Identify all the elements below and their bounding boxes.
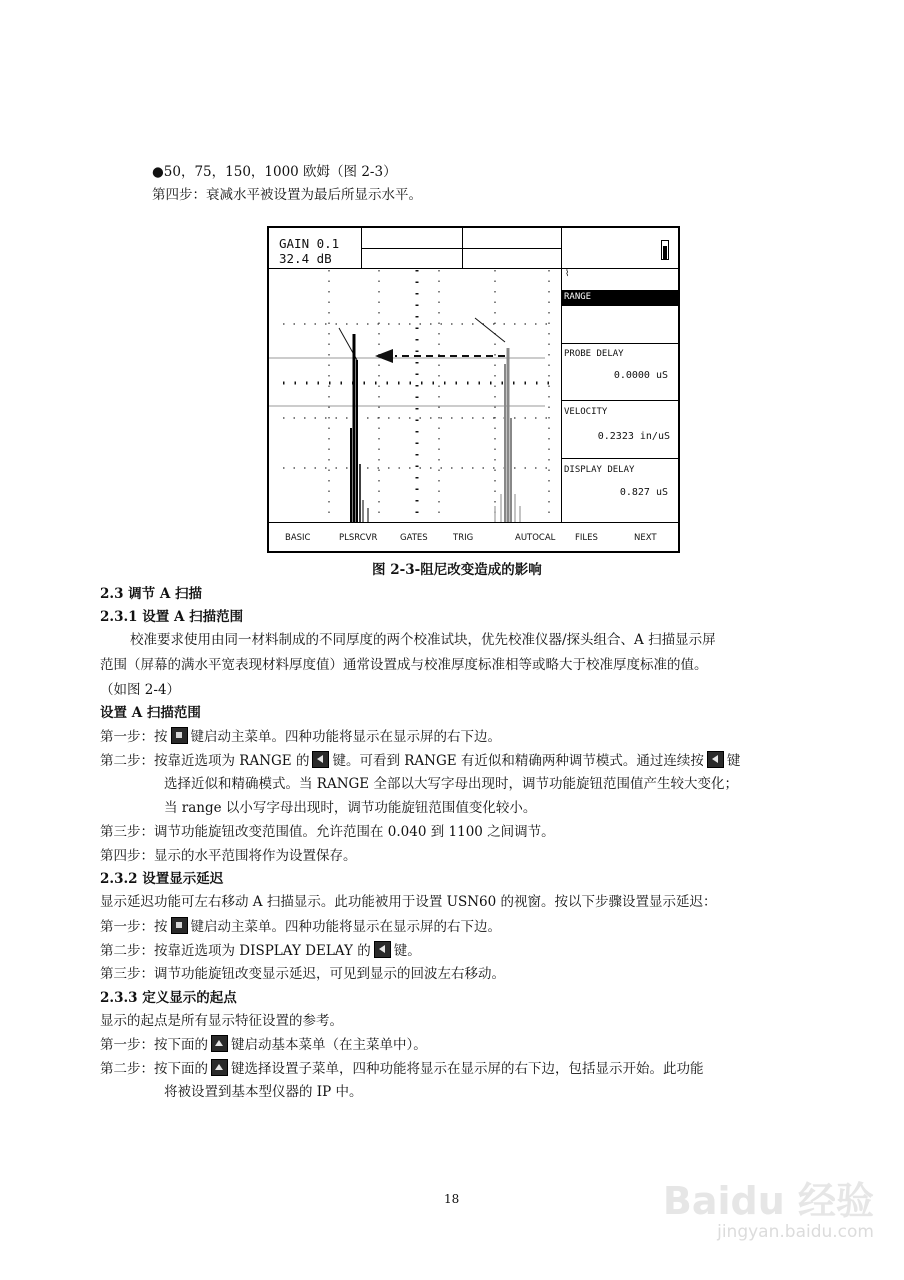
softkey-files[interactable]: FILES — [575, 533, 598, 543]
range-step2-line3: 当 range 以小写字母出现时，调节功能旋钮范围值变化较小。 — [164, 800, 537, 816]
softkey-next[interactable]: NEXT — [634, 533, 657, 543]
ascan-figure — [267, 226, 680, 553]
up-key-icon — [211, 1059, 228, 1076]
signal-icon: ⌇ — [565, 269, 570, 279]
heading-2-3-3: 2.3.3 定义显示的起点 — [100, 990, 237, 1006]
gain-db: 32.4 dB — [279, 251, 332, 266]
bullet-line: ●50，75，150，1000 欧姆（图 2-3） — [152, 164, 397, 180]
menu-velocity[interactable]: VELOCITY 0.2323 in/uS — [561, 401, 678, 459]
figure-caption: 图 2-3-阻尼改变造成的影响 — [372, 562, 542, 578]
menu-key-icon — [171, 917, 188, 934]
select-key-icon — [374, 941, 391, 958]
range-step2-line2: 选择近似和精确模式。当 RANGE 全部以大写字母出现时，调节功能旋钮范围值产生较大变化； — [164, 776, 738, 792]
delay-step3: 第三步：调节功能旋钮改变显示延迟，可见到显示的回波左右移动。 — [100, 966, 505, 982]
delay-step1: 第一步：按 键启动主菜单。四种功能将显示在显示屏的右下边。 — [100, 919, 501, 935]
menu-probe-delay[interactable]: PROBE DELAY 0.0000 uS — [561, 344, 678, 401]
select-key-icon — [707, 751, 724, 768]
start-intro: 显示的起点是所有显示特征设置的参考。 — [100, 1013, 343, 1029]
softkey-plsrcvr[interactable]: PLSRCVR — [339, 533, 378, 543]
menu-display-delay[interactable]: DISPLAY DELAY 0.827 uS — [564, 465, 668, 498]
menu-range[interactable]: RANGE — [561, 290, 678, 306]
range-step1: 第一步：按 键启动主菜单。四种功能将显示在显示屏的右下边。 — [100, 729, 501, 745]
menu-key-icon — [171, 727, 188, 744]
start-step2-line2: 将被设置到基本型仪器的 IP 中。 — [164, 1084, 363, 1100]
para1-line1: 校准要求使用由同一材料制成的不同厚度的两个校准试块，优先校准仪器/探头组合、A 扫描显示屏 — [130, 632, 716, 648]
range-step4: 第四步：显示的水平范围将作为设置保存。 — [100, 848, 357, 864]
para1-line3: （如图 2-4） — [100, 682, 181, 698]
watermark-url: jingyan.baidu.com — [717, 1222, 874, 1242]
softkey-basic[interactable]: BASIC — [285, 533, 311, 543]
watermark-brand: Baidu 经验 — [662, 1179, 874, 1223]
ascan-plot — [269, 268, 561, 522]
step4-line: 第四步：衰减水平被设置为最后所显示水平。 — [152, 187, 422, 203]
range-step2: 第二步：按靠近选项为 RANGE 的 键。可看到 RANGE 有近似和精确两种调节模式。通过连续按 键 — [100, 753, 741, 769]
range-step3: 第三步：调节功能旋钮改变范围值。允许范围在 0.040 到 1100 之间调节。 — [100, 824, 555, 840]
heading-2-3-1: 2.3.1 设置 A 扫描范围 — [100, 609, 244, 625]
softkey-gates[interactable]: GATES — [400, 533, 428, 543]
gain-label: GAIN 0.1 — [279, 236, 340, 251]
para1-line2: 范围（屏幕的满水平宽表现材料厚度值）通常设置成与校准厚度标准相等或略大于校准厚度标准的值。 — [100, 657, 708, 673]
delay-step2: 第二步：按靠近选项为 DISPLAY DELAY 的 键。 — [100, 943, 421, 959]
start-step2: 第二步：按下面的 键选择设置子菜单，四种功能将显示在显示屏的右下边，包括显示开始。此功能 — [100, 1061, 704, 1077]
range-heading: 设置 A 扫描范围 — [100, 705, 201, 721]
heading-2-3-2: 2.3.2 设置显示延迟 — [100, 871, 224, 887]
menu-range-value — [561, 306, 678, 344]
battery-icon — [661, 240, 669, 260]
softkey-autocal[interactable]: AUTOCAL — [515, 533, 556, 543]
page-number: 18 — [444, 1192, 460, 1206]
delay-intro: 显示延迟功能可左右移动 A 扫描显示。此功能被用于设置 USN60 的视窗。按以下步骤设置显示延迟： — [100, 894, 717, 910]
softkey-trig[interactable]: TRIG — [453, 533, 474, 543]
heading-2-3: 2.3 调节 A 扫描 — [100, 586, 203, 602]
baidu-watermark — [663, 1180, 874, 1242]
start-step1: 第一步：按下面的 键启动基本菜单（在主菜单中）。 — [100, 1037, 427, 1053]
select-key-icon — [312, 751, 329, 768]
up-key-icon — [211, 1035, 228, 1052]
